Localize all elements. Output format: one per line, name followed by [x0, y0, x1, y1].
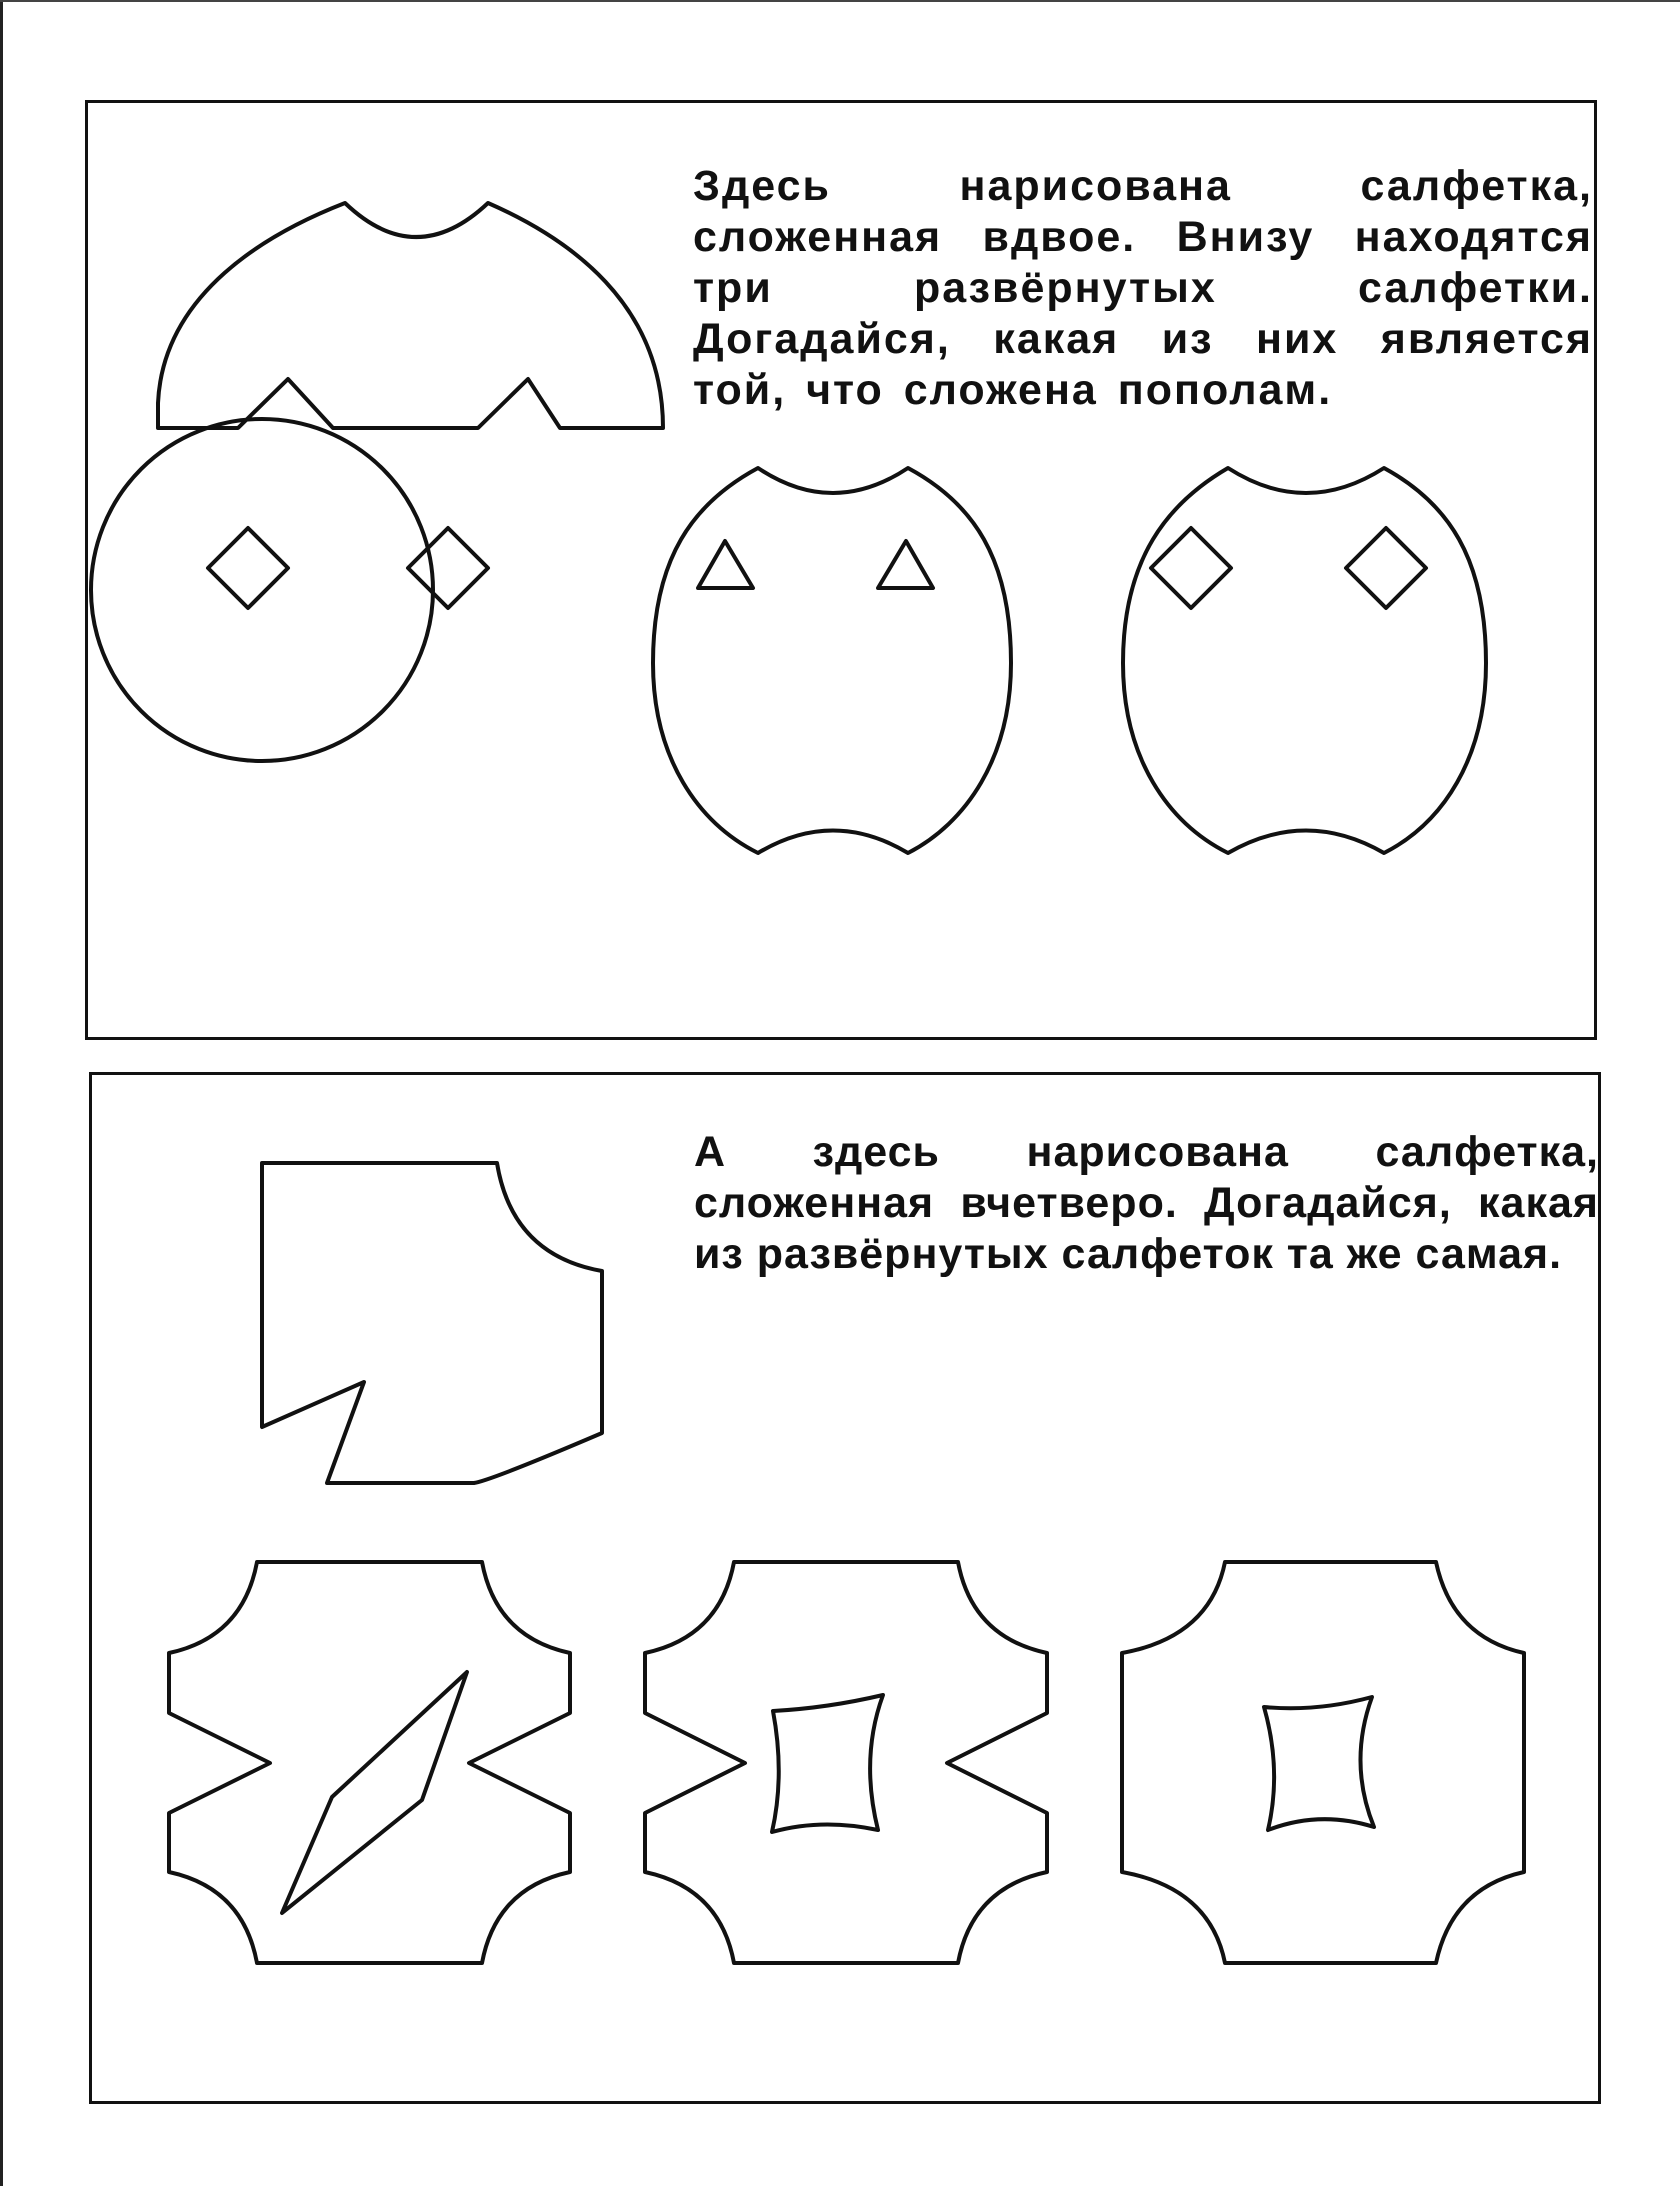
folded-napkin-half — [158, 203, 663, 428]
napkin-option-2 — [653, 468, 1011, 853]
panel-1-drawings — [88, 103, 1600, 1043]
triangle-hole — [698, 541, 753, 588]
task-instruction-1: Здесь нарисована салфетка, сложенная вдвое. Внизу находятся три развёрнутых салфетки. Догадайся, какая из них является той, что сложена пополам. — [693, 162, 1593, 414]
folded-napkin-quarter — [262, 1163, 602, 1483]
napkin-option-2 — [645, 1562, 1047, 1963]
napkin-option-1 — [169, 1562, 570, 1963]
napkin-option-1 — [91, 419, 488, 761]
page-edge-top — [0, 0, 1680, 2]
napkin-option-3 — [1123, 468, 1486, 853]
rhombus-hole — [282, 1672, 467, 1913]
napkin-option-3 — [1122, 1562, 1524, 1963]
diamond-hole — [408, 528, 488, 608]
page-edge-left — [0, 0, 3, 2186]
task-instruction-2: А здесь нарисована салфетка, сложенная вчетверо. Догадайся, какая из развёрнутых салфеток та же самая. — [694, 1128, 1599, 1278]
task-panel-folded-in-quarters — [89, 1072, 1601, 2104]
triangle-hole — [878, 541, 933, 588]
diamond-hole — [208, 528, 288, 608]
diamond-hole — [1151, 528, 1231, 608]
panel-2-drawings — [92, 1075, 1604, 2107]
diamond-hole — [1346, 528, 1426, 608]
task-panel-folded-in-half — [85, 100, 1597, 1040]
